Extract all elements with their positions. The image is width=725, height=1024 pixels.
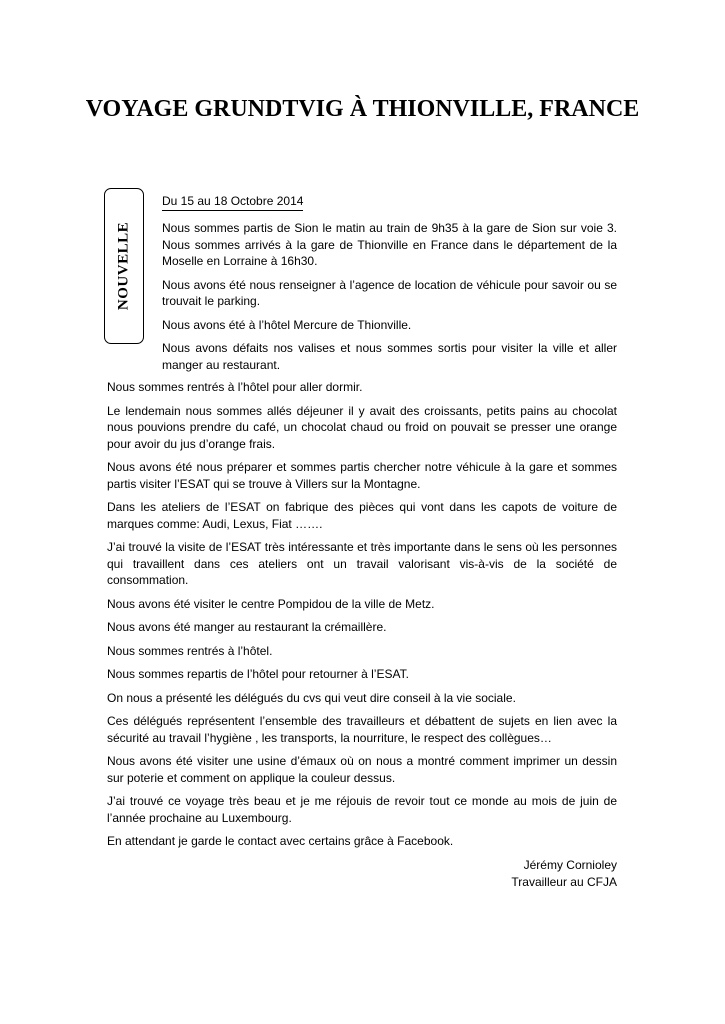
paragraph: Ces délégués représentent l’ensemble des travailleurs et débattent de sujets en lien avec la sécurité au travail l’hygiène , les transports, la nourriture, le respect des collègues… (107, 714, 617, 745)
document-title: VOYAGE GRUNDTVIG À THIONVILLE, FRANCE (85, 96, 640, 122)
paragraph: On nous a présenté les délégués du cvs qui veut dire conseil à la vie sociale. (107, 690, 516, 705)
paragraph: Nous avons été nous renseigner à l’agence de location de véhicule pour savoir ou se trouvait le parking. (162, 277, 617, 308)
paragraph: Nous avons été nous préparer et sommes partis chercher notre véhicule à la gare et sommes partis visiter l’ESAT qui se trouve à Villers sur la Montagne. (107, 460, 617, 491)
signature-block (511, 857, 617, 890)
paragraph: Nous avons défaits nos valises et nous sommes sortis pour visiter la ville et aller manger au restaurant. (162, 341, 617, 372)
paragraph: Nous sommes partis de Sion le matin au train de 9h35 à la gare de Sion sur voie 3. Nous sommes arrivés à la gare de Thionville en France dans le département de la Moselle en Lorraine à 16h30. (162, 221, 617, 268)
paragraph: Nous avons été à l’hôtel Mercure de Thionville. (162, 317, 412, 332)
paragraph: J’ai trouvé ce voyage très beau et je me réjouis de revoir tout ce monde au mois de juin de l’année prochaine au Luxembourg. (107, 794, 617, 825)
paragraph: Nous sommes repartis de l’hôtel pour retourner à l’ESAT. (107, 667, 409, 681)
paragraph: Nous sommes rentrés à l’hôtel pour aller dormir. (107, 380, 363, 394)
side-label-box (104, 188, 144, 344)
paragraph: En attendant je garde le contact avec certains grâce à Facebook. (107, 834, 454, 848)
paragraph: Le lendemain nous sommes allés déjeuner il y avait des croissants, petits pains au chocolat nous pouvions prendre du café, un chocolat chaud ou froid on pouvait se presser une orange pour avoir du jus d’orange frais. (107, 403, 617, 451)
paragraph: Nous avons été visiter le centre Pompidou de la ville de Metz. (107, 596, 435, 611)
paragraph: Nous avons été visiter une usine d’émaux où on nous a montré comment imprimer un dessin sur poterie et comment on applique la couleur dessus. (107, 754, 617, 785)
side-label: NOUVELLE (115, 221, 132, 311)
intro-section (162, 220, 617, 380)
paragraph: Nous avons été manger au restaurant la crémaillère. (107, 620, 387, 634)
paragraph: Nous sommes rentrés à l’hôtel. (107, 643, 273, 658)
author-role: Travailleur au CFJA (511, 874, 617, 889)
author-name: Jérémy Cornioley (523, 858, 617, 872)
body-section (107, 379, 617, 857)
date-line: Du 15 au 18 Octobre 2014 (162, 193, 303, 211)
paragraph: J’ai trouvé la visite de l’ESAT très intéressante et très importante dans le sens où les personnes qui travaillent dans ces ateliers ont un travail valorisant vis-à-vis de la société de consommation. (107, 540, 617, 587)
paragraph: Dans les ateliers de l’ESAT on fabrique des pièces qui vont dans les capots de voiture de marques comme: Audi, Lexus, Fiat ……. (107, 500, 617, 531)
